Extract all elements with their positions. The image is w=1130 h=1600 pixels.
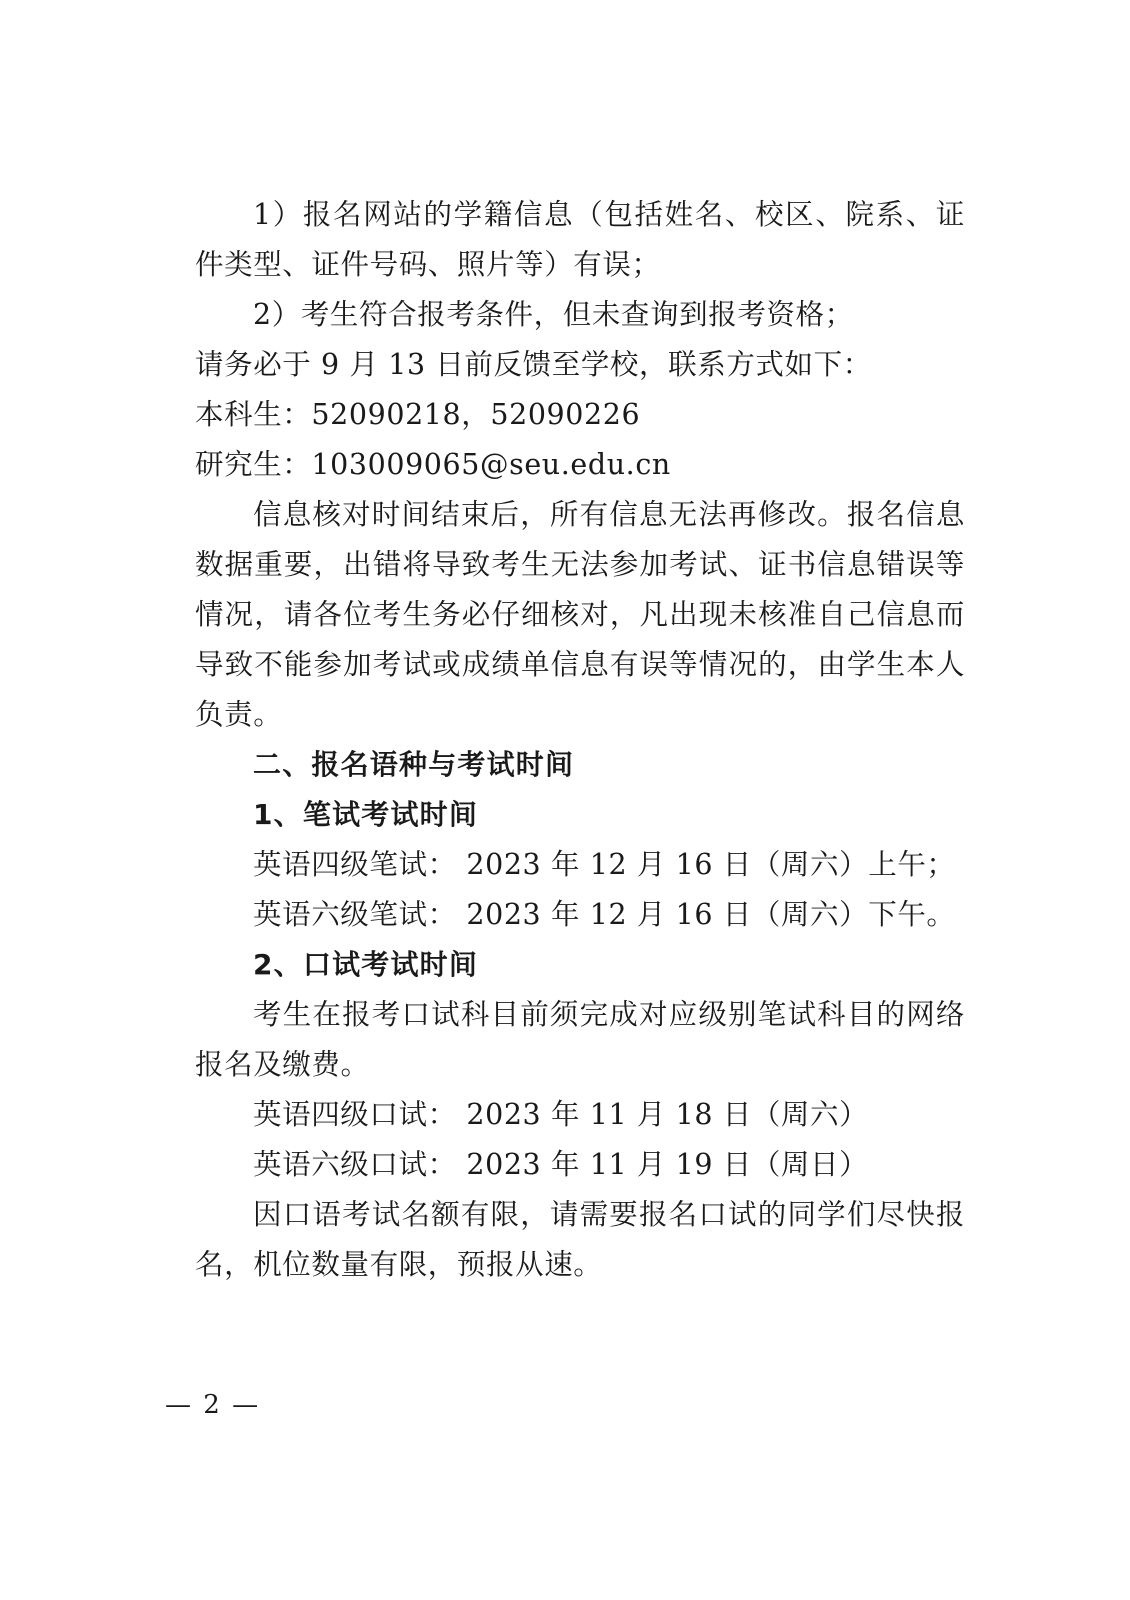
paragraph-reason-2: 2）考生符合报考条件，但未查询到报考资格； (253, 298, 854, 331)
document-body (195, 190, 965, 1290)
oral-exam-cet4: 英语四级口试： 2023 年 11 月 18 日（周六） (253, 1098, 869, 1131)
oral-exam-cet6: 英语六级口试： 2023 年 11 月 19 日（周日） (253, 1148, 869, 1181)
section-heading-two: 二、报名语种与考试时间 (253, 748, 575, 781)
page-footer (0, 1390, 1130, 1420)
oral-exam-quota-notice: 因口语考试名额有限，请需要报名口试的同学们尽快报名，机位数量有限，预报从速。 (195, 1198, 965, 1281)
paragraph-verification-notice: 信息核对时间结束后，所有信息无法再修改。报名信息数据重要，出错将导致考生无法参加考试、证书信息错误等情况，请各位考生务必仔细核对，凡出现未核准自己信息而导致不能参加考试或成绩单信息有误等情况的，由学生本人负责。 (195, 498, 965, 731)
paragraph-feedback-deadline: 请务必于 9 月 13 日前反馈至学校，联系方式如下： (195, 348, 872, 381)
written-exam-cet6: 英语六级笔试： 2023 年 12 月 16 日（周六）下午。 (253, 898, 956, 931)
paragraph-reason-1: 1）报名网站的学籍信息（包括姓名、校区、院系、证件类型、证件号码、照片等）有误； (195, 198, 965, 281)
oral-exam-prerequisite: 考生在报考口试科目前须完成对应级别笔试科目的网络报名及缴费。 (195, 998, 965, 1081)
contact-graduate: 研究生：103009065@seu.edu.cn (195, 448, 671, 481)
subsection-heading-written-exam: 1、笔试考试时间 (253, 798, 479, 831)
subsection-heading-oral-exam: 2、口试考试时间 (253, 948, 479, 981)
page-number: — 2 — (165, 1390, 261, 1420)
written-exam-cet4: 英语四级笔试： 2023 年 12 月 16 日（周六）上午； (253, 848, 956, 881)
contact-undergraduate: 本科生：52090218，52090226 (195, 398, 641, 431)
